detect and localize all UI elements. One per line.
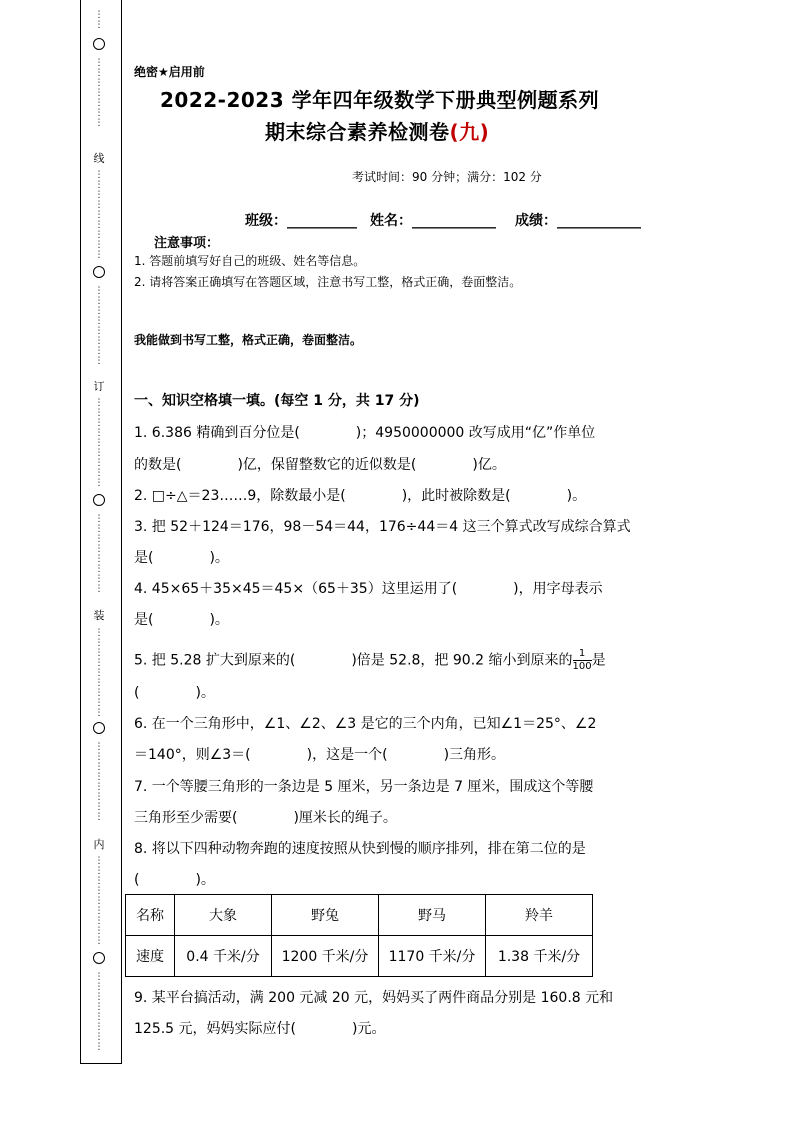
- question-line: 7. 一个等腰三角形的一条边是 5 厘米，另一条边是 7 厘米，围成这个等腰: [134, 779, 594, 795]
- margin-label-ding: 订: [93, 380, 105, 393]
- margin-dots: ⋮ ⋮ ⋮ ⋮ ⋮ ⋮ ⋮: [94, 58, 104, 128]
- question-line: 2. □÷△＝23……9，除数最小是( )，此时被除数是( )。: [134, 488, 587, 504]
- question-text: 是: [591, 652, 606, 669]
- margin-dots: ⋮ ⋮ ⋮ ⋮ ⋮ ⋮ ⋮ ⋮ ⋮: [94, 170, 104, 260]
- page-title-line2: [265, 116, 489, 145]
- question-line: ＝140°，则∠3＝( )，这是一个( )三角形。: [134, 747, 506, 763]
- margin-dots: ⋮ ⋮: [94, 10, 104, 30]
- margin-dots: ⋮ ⋮ ⋮ ⋮ ⋮ ⋮ ⋮ ⋮: [94, 742, 104, 822]
- question-line: 6. 在一个三角形中，∠1、∠2、∠3 是它的三个内角，已知∠1＝25°、∠2: [134, 716, 597, 732]
- notice-item: 2. 请将答案正确填写在答题区域，注意书写工整，格式正确，卷面整洁。: [134, 275, 522, 289]
- name-blank: ____________: [412, 213, 496, 229]
- table-cell: 1.38 千米/分: [486, 936, 593, 977]
- margin-label-nei: 内: [93, 838, 105, 851]
- pledge-text: 我能做到书写工整，格式正确，卷面整洁。: [134, 333, 363, 347]
- table-cell: 大象: [175, 895, 272, 936]
- margin-label-xian: 线: [93, 152, 105, 165]
- exam-info: 考试时间：90 分钟；满分：102 分: [352, 170, 542, 184]
- table-cell: 名称: [126, 895, 175, 936]
- class-blank: __________: [287, 213, 357, 229]
- question-line: 4. 45×65＋35×45＝45×（65＋35）这里运用了( )，用字母表示: [134, 581, 603, 597]
- margin-dots: ⋮ ⋮ ⋮ ⋮ ⋮ ⋮ ⋮ ⋮: [94, 514, 104, 594]
- question-line: 1. 6.386 精确到百分位是( )；4950000000 改写成用“亿”作单位: [134, 425, 596, 441]
- question-line: ( )。: [134, 685, 215, 701]
- table-cell: 1170 千米/分: [379, 936, 486, 977]
- margin-circle: [93, 494, 105, 506]
- name-label: 姓名：: [370, 213, 412, 229]
- fraction-numerator: 1: [573, 648, 592, 661]
- margin-circle: [93, 266, 105, 278]
- fraction: [573, 648, 592, 673]
- table-row: [126, 936, 593, 977]
- score-field: [515, 210, 641, 230]
- table-cell: 1200 千米/分: [272, 936, 379, 977]
- table-cell: 0.4 千米/分: [175, 936, 272, 977]
- class-field: [245, 210, 357, 230]
- table-row: [126, 895, 593, 936]
- margin-circle: [93, 952, 105, 964]
- class-label: 班级：: [245, 213, 287, 229]
- question-line: 是( )。: [134, 612, 229, 628]
- margin-dots: ⋮ ⋮ ⋮ ⋮ ⋮ ⋮ ⋮ ⋮ ⋮: [94, 628, 104, 718]
- notice-heading: 注意事项：: [154, 236, 220, 251]
- question-line: 3. 把 52＋124＝176，98－54＝44，176÷44＝4 这三个算式改写成综合算式: [134, 519, 631, 535]
- title-suffix: (九): [449, 120, 490, 144]
- question-line: 125.5 元，妈妈实际应付( )元。: [134, 1021, 386, 1037]
- margin-dots: ⋮ ⋮ ⋮ ⋮ ⋮ ⋮ ⋮ ⋮: [94, 972, 104, 1052]
- title-main: 期末综合素养检测卷: [265, 120, 450, 144]
- margin-circle: [93, 722, 105, 734]
- question-line: 是( )。: [134, 550, 229, 566]
- margin-label-zhuang: 装: [93, 609, 105, 622]
- table-cell: 羚羊: [486, 895, 593, 936]
- page-title-line1: 2022-2023 学年四年级数学下册典型例题系列: [160, 88, 600, 112]
- table-cell: 野马: [379, 895, 486, 936]
- margin-circle: [93, 38, 105, 50]
- margin-dots: ⋮ ⋮ ⋮ ⋮ ⋮ ⋮ ⋮ ⋮ ⋮: [94, 856, 104, 946]
- question-line-fraction: [134, 648, 606, 673]
- notice-item: 1. 答题前填写好自己的班级、姓名等信息。: [134, 254, 366, 268]
- fraction-denominator: 100: [572, 661, 592, 672]
- question-line: 9. 某平台搞活动，满 200 元减 20 元，妈妈买了两件商品分别是 160.8 元和: [134, 990, 614, 1006]
- speed-table: [125, 894, 593, 977]
- question-line: 三角形至少需要( )厘米长的绳子。: [134, 810, 397, 826]
- question-line: 8. 将以下四种动物奔跑的速度按照从快到慢的顺序排列，排在第二位的是: [134, 841, 586, 857]
- margin-dots: ⋮ ⋮ ⋮ ⋮ ⋮ ⋮ ⋮ ⋮ ⋮: [94, 398, 104, 488]
- table-cell: 速度: [126, 936, 175, 977]
- score-label: 成绩：: [515, 213, 557, 229]
- secret-label: 绝密★启用前: [134, 65, 205, 79]
- question-line: 的数是( )亿，保留整数它的近似数是( )亿。: [134, 457, 506, 473]
- table-cell: 野兔: [272, 895, 379, 936]
- section-heading: 一、知识空格填一填。(每空 1 分，共 17 分): [134, 393, 420, 409]
- name-field: [370, 210, 496, 230]
- question-text: 5. 把 5.28 扩大到原来的( )倍是 52.8，把 90.2 缩小到原来的: [134, 652, 573, 669]
- margin-dots: ⋮ ⋮ ⋮ ⋮ ⋮ ⋮ ⋮ ⋮: [94, 286, 104, 366]
- question-line: ( )。: [134, 872, 215, 888]
- score-blank: ____________: [557, 213, 641, 229]
